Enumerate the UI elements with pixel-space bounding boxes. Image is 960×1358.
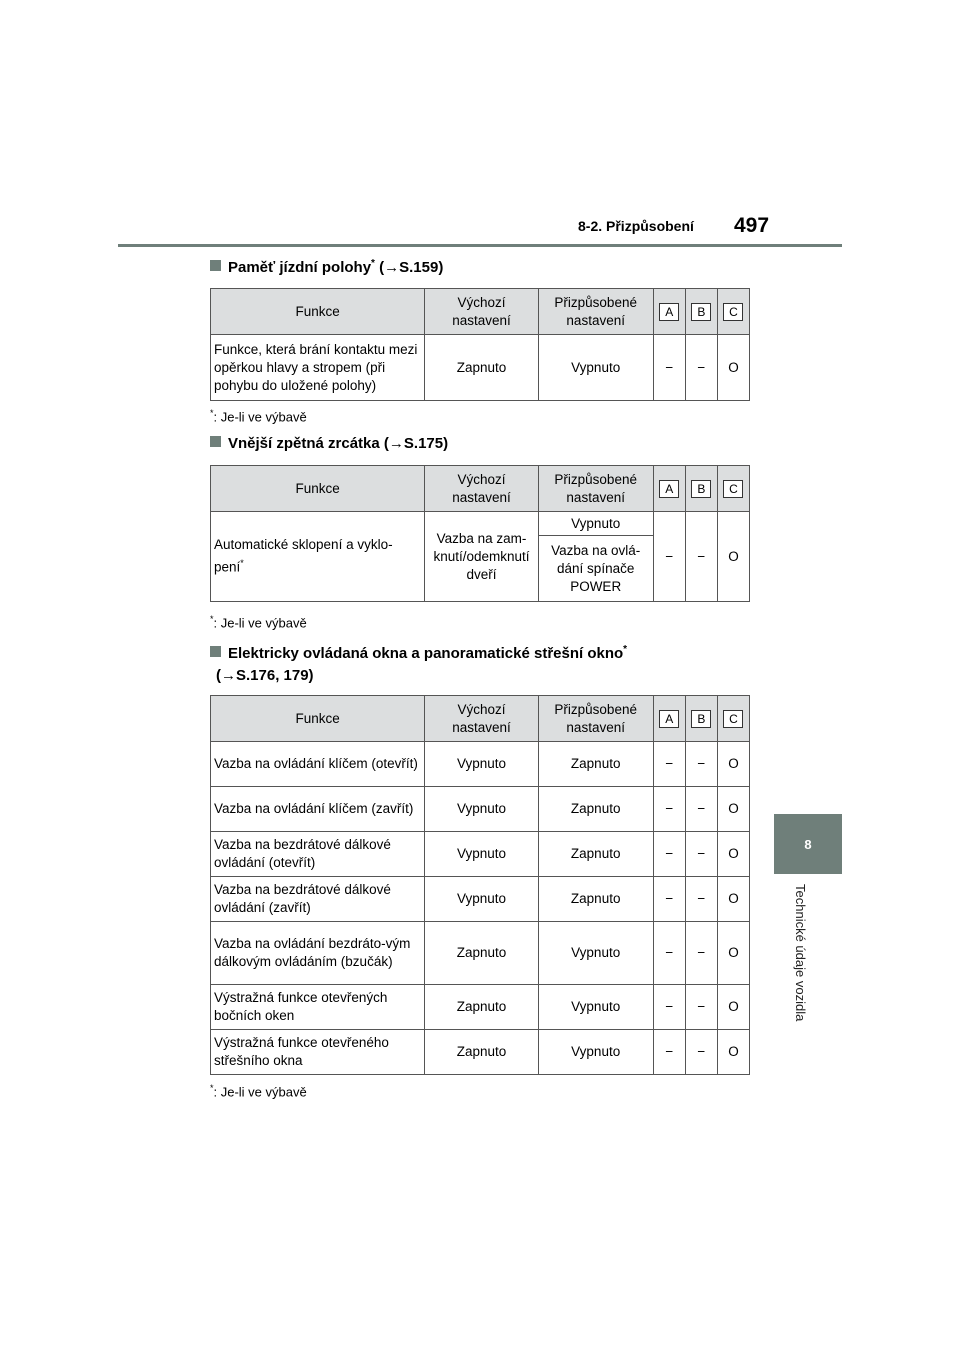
bullet-square-icon bbox=[210, 260, 221, 271]
table-row: Výstražná funkce otevřeného střešního okna Zapnuto Vypnuto − − O bbox=[211, 1030, 750, 1075]
badge-b: B bbox=[691, 303, 711, 321]
col-header-default: Výchozí nastavení bbox=[425, 696, 538, 742]
badge-c: C bbox=[723, 480, 743, 498]
col-header-custom: Přizpůsobené nastavení bbox=[538, 696, 653, 742]
section-title-windows: Elektricky ovládaná okna a panoramatické střešní okno* bbox=[210, 644, 627, 662]
page-number: 497 bbox=[734, 214, 770, 237]
badge-a: A bbox=[659, 303, 679, 321]
col-header-custom: Přizpůsobené nastavení bbox=[538, 466, 653, 512]
col-header-function: Funkce bbox=[211, 289, 425, 335]
col-header-default: Výchozí nastavení bbox=[425, 466, 538, 512]
settings-table-windows bbox=[210, 695, 750, 1075]
badge-c: C bbox=[723, 710, 743, 728]
page-reference-link[interactable]: (→S.159) bbox=[379, 259, 444, 276]
bullet-square-icon bbox=[210, 436, 221, 447]
badge-a: A bbox=[659, 480, 679, 498]
col-header-function: Funkce bbox=[211, 696, 425, 742]
section-title-driving-position: Paměť jízdní polohy* (→S.159) bbox=[210, 258, 443, 276]
page-reference-link[interactable]: (→S.175) bbox=[383, 435, 449, 452]
header-section: 8-2. Přizpůsobení bbox=[578, 218, 694, 234]
table-row: Vazba na bezdrátové dálkové ovládání (otevřít) Vypnuto Zapnuto − − O bbox=[211, 832, 750, 877]
badge-b: B bbox=[691, 710, 711, 728]
table-row: Funkce, která brání kontaktu mezi opěrkou hlavy a stropem (při pohybu do uložené polohy) Zapnuto Vypnuto − − O bbox=[211, 335, 750, 401]
table-row: Vazba na ovlá-dání spínače POWER bbox=[211, 536, 750, 602]
bullet-square-icon bbox=[210, 646, 221, 657]
badge-a: A bbox=[659, 710, 679, 728]
table-row: Výstražná funkce otevřených bočních oken Zapnuto Vypnuto − − O bbox=[211, 985, 750, 1030]
chapter-label: Technické údaje vozidla bbox=[793, 884, 808, 1022]
table-row: Vazba na ovládání klíčem (otevřít) Vypnuto Zapnuto − − O bbox=[211, 742, 750, 787]
footnote: *: Je-li ve výbavě bbox=[210, 1083, 307, 1100]
col-header-default: Výchozí nastavení bbox=[425, 289, 538, 335]
footnote: *: Je-li ve výbavě bbox=[210, 408, 307, 425]
chapter-number: 8 bbox=[804, 836, 812, 852]
page-reference-link[interactable]: (→S.176, 179) bbox=[216, 667, 314, 684]
table-row: Vazba na ovládání klíčem (zavřít) Vypnuto Zapnuto − − O bbox=[211, 787, 750, 832]
settings-table-mirrors bbox=[210, 465, 750, 602]
col-header-custom: Přizpůsobené nastavení bbox=[538, 289, 653, 335]
header-divider bbox=[118, 244, 842, 247]
section-title-mirrors: Vnější zpětná zrcátka (→S.175) bbox=[210, 435, 448, 452]
table-row: Vazba na ovládání bezdráto-vým dálkovým ovládáním (bzučák) Zapnuto Vypnuto − − O bbox=[211, 922, 750, 985]
badge-b: B bbox=[691, 480, 711, 498]
chapter-tab bbox=[774, 814, 842, 874]
table-row: Automatické sklopení a vyklo-pení* Vazba na zam-knutí/odemknutí dveří Vypnuto − − O bbox=[211, 512, 750, 536]
footnote: *: Je-li ve výbavě bbox=[210, 614, 307, 631]
badge-c: C bbox=[723, 303, 743, 321]
col-header-function: Funkce bbox=[211, 466, 425, 512]
table-row: Vazba na bezdrátové dálkové ovládání (zavřít) Vypnuto Zapnuto − − O bbox=[211, 877, 750, 922]
settings-table-driving-position bbox=[210, 288, 750, 401]
